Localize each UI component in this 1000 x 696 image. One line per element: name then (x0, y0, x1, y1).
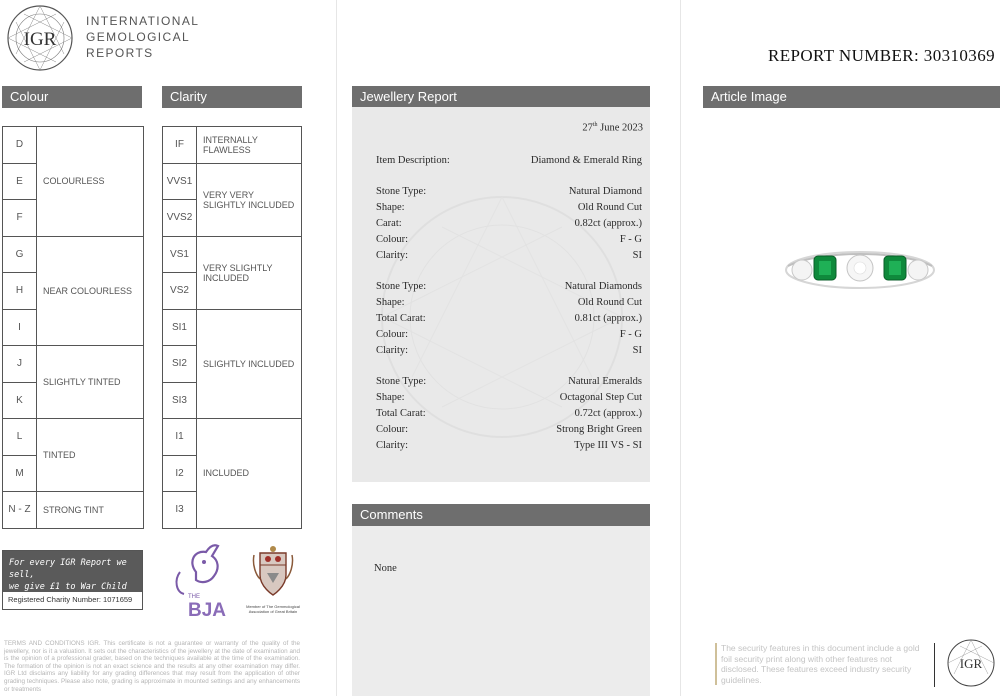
field-value: 0.81ct (approx.) (574, 313, 642, 324)
field-row (376, 234, 642, 249)
field-value: Natural Diamonds (564, 281, 642, 292)
field-value: SI (632, 250, 642, 261)
panel-divider (336, 0, 337, 696)
field-row (376, 313, 642, 328)
charity-message: For every IGR Report we sell, we give £1 to War Child (3, 551, 142, 592)
field-row (376, 297, 642, 312)
field-label: Clarity: (376, 250, 409, 261)
field-value: Natural Emeralds (568, 376, 642, 387)
field-value: 0.82ct (approx.) (574, 218, 642, 229)
comments-text: None (374, 563, 397, 574)
company-name: INTERNATIONAL GEMOLOGICAL REPORTS (86, 14, 200, 60)
grade-code: VVS2 (163, 200, 197, 237)
field-label: Carat: (376, 218, 402, 229)
svg-text:THE: THE (188, 594, 200, 600)
bja-logo (166, 542, 236, 618)
grade-code: I (3, 309, 37, 346)
grade-description: SLIGHTLY INCLUDED (197, 309, 302, 419)
field-label: Stone Type: (376, 376, 427, 387)
field-label: Colour: (376, 329, 409, 340)
grade-code: M (3, 455, 37, 492)
grade-code: L (3, 419, 37, 456)
field-label: Shape: (376, 297, 405, 308)
field-value: Old Round Cut (577, 297, 642, 308)
field-row (376, 281, 642, 296)
terms-and-conditions: TERMS AND CONDITIONS IGR. This certificate is not a guarantee or warranty of the quality of the jewellery, nor is it a valuation. It sets out the characteristics of the jewellery at the date of examination and is the opinion of a professional grader, based on the techniques available at the time of the examination. The formation of the opinion is not an exact science and the results at any other examination may differ. IGR Ltd disclaims any liability for any grading differences that may result from the application of other grading techniques. Please also note, grading is approximate in mounted settings and any enhancements or treatments (4, 640, 300, 693)
grade-code: IF (163, 127, 197, 164)
grade-description: INCLUDED (197, 419, 302, 529)
grade-code: SI1 (163, 309, 197, 346)
field-value: Natural Diamond (568, 186, 642, 197)
field-value: Old Round Cut (577, 202, 642, 213)
clarity-scale-table (162, 126, 302, 529)
grade-code: I2 (163, 455, 197, 492)
field-value: Octagonal Step Cut (559, 392, 642, 403)
field-row (376, 345, 642, 360)
grade-code: VS1 (163, 236, 197, 273)
svg-text:IGR: IGR (23, 29, 57, 50)
field-label: Item Description: (376, 155, 450, 166)
grade-code: J (3, 346, 37, 383)
svg-text:BJA: BJA (188, 600, 227, 618)
svg-text:IGR: IGR (959, 656, 983, 671)
field-row (376, 218, 642, 233)
security-notice: The security features in this document include a gold foil security print along with other features not disclosed. These features exceed industry security guidelines. (715, 643, 925, 685)
grade-description: STRONG TINT (37, 492, 144, 529)
field-row (376, 424, 642, 439)
field-label: Total Carat: (376, 408, 426, 419)
grade-code: VVS1 (163, 163, 197, 200)
gemmological-caption: Member of The Gemmological Association of Great Britain (246, 604, 300, 614)
field-row (376, 250, 642, 265)
grade-code: SI2 (163, 346, 197, 383)
field-value: F - G (619, 234, 642, 245)
ring-image (780, 236, 940, 306)
field-value: 0.72ct (approx.) (574, 408, 642, 419)
igr-small-logo (946, 638, 996, 688)
grade-description: VERY SLIGHTLY INCLUDED (197, 236, 302, 309)
field-label: Colour: (376, 424, 409, 435)
field-label: Stone Type: (376, 186, 427, 197)
grade-code: I1 (163, 419, 197, 456)
field-value: Diamond & Emerald Ring (530, 155, 642, 166)
grade-code: G (3, 236, 37, 273)
comments-box (352, 526, 650, 696)
jewellery-report-header: Jewellery Report (352, 86, 650, 108)
clarity-header: Clarity (162, 86, 302, 108)
field-label: Total Carat: (376, 313, 426, 324)
grade-code: D (3, 127, 37, 164)
field-row (376, 408, 642, 423)
grade-code: N - Z (3, 492, 37, 529)
grade-code: E (3, 163, 37, 200)
field-row (376, 186, 642, 201)
panel-divider (680, 0, 681, 696)
field-label: Shape: (376, 392, 405, 403)
field-label: Clarity: (376, 440, 409, 451)
grade-description: NEAR COLOURLESS (37, 236, 144, 346)
grade-code: I3 (163, 492, 197, 529)
grade-code: K (3, 382, 37, 419)
report-number: REPORT NUMBER: 30310369 (768, 46, 996, 65)
grade-code: VS2 (163, 273, 197, 310)
colour-scale-table (2, 126, 144, 529)
field-row (376, 440, 642, 455)
security-divider (934, 643, 935, 687)
field-value: Strong Bright Green (556, 424, 642, 435)
field-value: F - G (619, 329, 642, 340)
field-label: Shape: (376, 202, 405, 213)
grade-code: SI3 (163, 382, 197, 419)
field-row (376, 202, 642, 217)
field-label: Clarity: (376, 345, 409, 356)
field-label: Colour: (376, 234, 409, 245)
charity-number: Registered Charity Number: 1071659 (8, 595, 133, 604)
grade-description: COLOURLESS (37, 127, 144, 237)
field-value: SI (632, 345, 642, 356)
colour-header: Colour (2, 86, 142, 108)
field-label: Stone Type: (376, 281, 427, 292)
grade-description: SLIGHTLY TINTED (37, 346, 144, 419)
charity-box (2, 550, 143, 610)
grade-code: H (3, 273, 37, 310)
article-image-header: Article Image (703, 86, 1000, 108)
field-value: Type III VS - SI (574, 440, 642, 451)
grade-description: INTERNALLY FLAWLESS (197, 127, 302, 164)
gemmological-crest (250, 545, 296, 601)
item-description-row (376, 155, 642, 170)
grade-description: TINTED (37, 419, 144, 492)
field-row (376, 392, 642, 407)
field-row (376, 329, 642, 344)
field-row (376, 376, 642, 391)
grade-code: F (3, 200, 37, 237)
comments-header: Comments (352, 504, 650, 526)
report-date: 27th June 2023 (582, 122, 643, 134)
grade-description: VERY VERY SLIGHTLY INCLUDED (197, 163, 302, 236)
igr-logo (6, 4, 74, 72)
